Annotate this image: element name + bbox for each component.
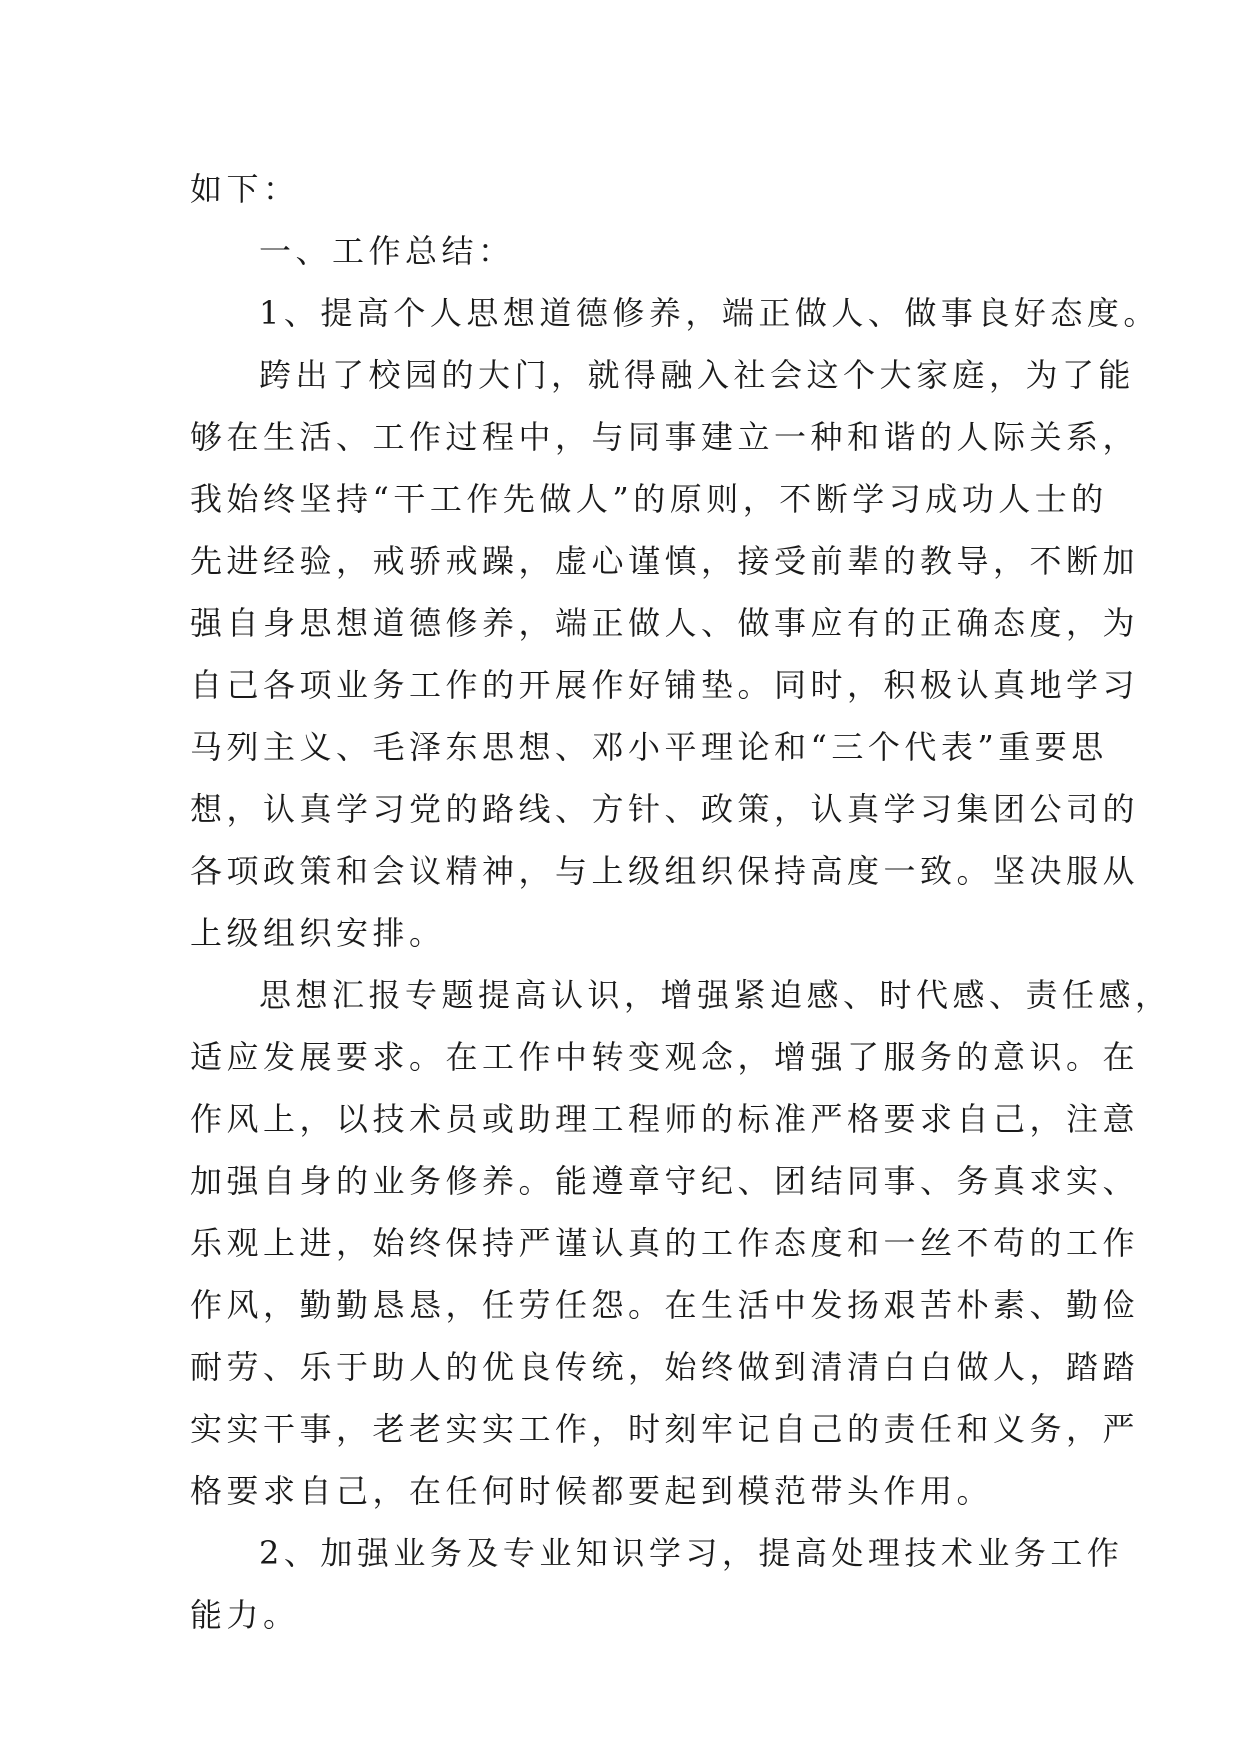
text-line: 实实干事，老老实实工作，时刻牢记自己的责任和义务，严	[190, 1410, 1140, 1448]
text-line: 自己各项业务工作的开展作好铺垫。同时，积极认真地学习	[190, 666, 1140, 704]
text-line: 乐观上进，始终保持严谨认真的工作态度和一丝不苟的工作	[190, 1224, 1140, 1262]
text-line: 够在生活、工作过程中，与同事建立一种和谐的人际关系，	[190, 418, 1140, 456]
section-heading: 一、工作总结：	[259, 232, 515, 270]
text-line: 适应发展要求。在工作中转变观念，增强了服务的意识。在	[190, 1038, 1140, 1076]
text-line: 跨出了校园的大门，就得融入社会这个大家庭，为了能	[259, 356, 1136, 394]
text-line: 格要求自己，在任何时候都要起到模范带头作用。	[190, 1472, 994, 1510]
text-line: 能力。	[190, 1596, 300, 1634]
text-line: 先进经验，戒骄戒躁，虚心谨慎，接受前辈的教导，不断加	[190, 542, 1140, 580]
text-line: 强自身思想道德修养，端正做人、做事应有的正确态度，为	[190, 604, 1140, 642]
text-line: 我始终坚持“干工作先做人”的原则，不断学习成功人士的	[190, 480, 1108, 518]
text-line: 上级组织安排。	[190, 914, 446, 952]
text-line: 作风，勤勤恳恳，任劳任怨。在生活中发扬艰苦朴素、勤俭	[190, 1286, 1140, 1324]
text-line: 耐劳、乐于助人的优良传统，始终做到清清白白做人，踏踏	[190, 1348, 1140, 1386]
text-line: 想，认真学习党的路线、方针、政策，认真学习集团公司的	[190, 790, 1140, 828]
text-line: 各项政策和会议精神，与上级组织保持高度一致。坚决服从	[190, 852, 1140, 890]
text-line: 马列主义、毛泽东思想、邓小平理论和“三个代表”重要思	[190, 728, 1108, 766]
subsection-heading: 1、提高个人思想道德修养，端正做人、做事良好态度。	[259, 294, 1160, 332]
text-line: 加强自身的业务修养。能遵章守纪、团结同事、务真求实、	[190, 1162, 1140, 1200]
document-body	[190, 158, 1172, 1646]
text-line: 作风上，以技术员或助理工程师的标准严格要求自己，注意	[190, 1100, 1140, 1138]
text-line: 如下：	[190, 170, 300, 208]
text-line: 思想汇报专题提高认识，增强紧迫感、时代感、责任感，	[259, 976, 1172, 1014]
subsection-heading: 2、加强业务及专业知识学习，提高处理技术业务工作	[259, 1534, 1124, 1572]
